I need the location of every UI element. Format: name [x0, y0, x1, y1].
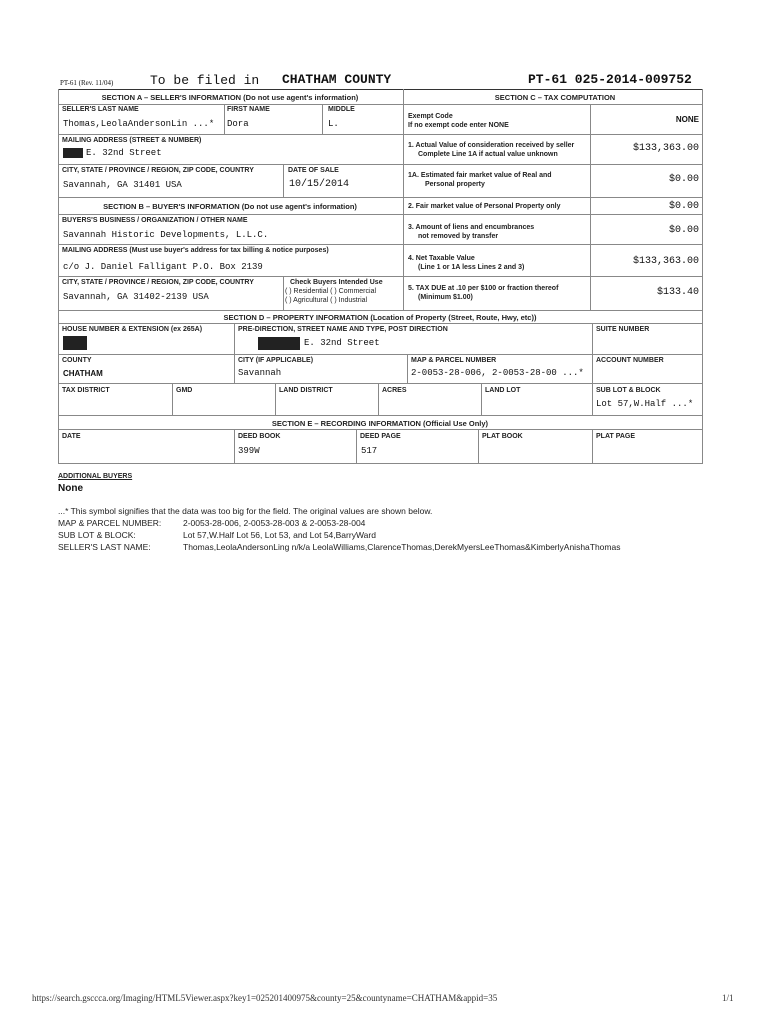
footer-page-number: 1/1	[722, 993, 734, 1003]
line4-value: $133,363.00	[632, 256, 699, 267]
line3-sub: not removed by transfer	[418, 233, 499, 240]
seller-first-name: Dora	[227, 119, 249, 129]
map-parcel-number: 2-0053-28-006, 2-0053-28-00 ...*	[411, 368, 584, 378]
seller-middle: L.	[328, 119, 339, 129]
buyer-city: Savannah, GA 31402-2139 USA	[63, 292, 209, 302]
note-map-label: MAP & PARCEL NUMBER:	[58, 518, 162, 528]
line4-sub: (Line 1 or 1A less Lines 2 and 3)	[418, 264, 525, 271]
county-title: CHATHAM COUNTY	[282, 72, 392, 87]
line1a-label: 1A. Estimated fair market value of Real and	[408, 172, 552, 179]
seller-first-name-label: FIRST NAME	[227, 106, 270, 113]
line1a-value: $0.00	[668, 174, 699, 185]
line4-label: 4. Net Taxable Value	[408, 255, 475, 262]
exempt-code-sub: If no exempt code enter NONE	[408, 122, 509, 129]
sub-lot-block-label: SUB LOT & BLOCK	[596, 387, 661, 394]
date-of-sale-label: DATE OF SALE	[288, 167, 339, 174]
deed-book-label: DEED BOOK	[238, 433, 281, 440]
line2-label: 2. Fair market value of Personal Property only	[408, 203, 561, 210]
county-label: COUNTY	[62, 357, 92, 364]
section-d-title: SECTION D – PROPERTY INFORMATION (Location of Property (Street, Route, Hwy, etc))	[223, 313, 537, 322]
gmd-label: GMD	[176, 387, 193, 394]
note-sublot-label: SUB LOT & BLOCK:	[58, 530, 136, 540]
line3-value: $0.00	[668, 225, 699, 236]
note-sublot-value: Lot 57,W.Half Lot 56, Lot 53, and Lot 54,BarryWard	[183, 530, 376, 540]
seller-city: Savannah, GA 31401 USA	[63, 180, 182, 190]
buyer-city-label: CITY, STATE / PROVINCE / REGION, ZIP CODE, COUNTRY	[62, 279, 254, 286]
deed-page-label: DEED PAGE	[360, 433, 401, 440]
sub-lot-block: Lot 57,W.Half ...*	[596, 399, 694, 409]
buyer-intended-use-agricultural-industrial[interactable]: ( ) Agricultural ( ) Industrial	[285, 297, 368, 304]
buyer-intended-use-label: Check Buyers Intended Use	[290, 279, 383, 286]
seller-last-name-label: SELLER'S LAST NAME	[62, 106, 139, 113]
line5-label: 5. TAX DUE at .10 per $100 or fraction thereof	[408, 285, 559, 292]
footer-url[interactable]: https://search.gsccca.org/Imaging/HTML5Viewer.aspx?key1=025201400975&county=25&countyname=CHATHAM&appid=35	[32, 993, 498, 1003]
section-a-title: SECTION A – SELLER'S INFORMATION (Do not use agent's information)	[101, 93, 359, 102]
additional-buyers-label: ADDITIONAL BUYERS	[58, 473, 133, 480]
line3-label: 3. Amount of liens and encumbrances	[408, 224, 535, 231]
line2-value: $0.00	[668, 201, 699, 212]
section-c-title: SECTION C – TAX COMPUTATION	[494, 93, 616, 102]
redacted-street-number	[258, 337, 300, 350]
buyer-mailing-label: MAILING ADDRESS (Must use buyer's address for tax billing & notice purposes)	[62, 247, 329, 254]
buyer-business: Savannah Historic Developments, L.L.C.	[63, 230, 269, 240]
seller-mailing: E. 32nd Street	[86, 148, 162, 158]
buyer-mailing: c/o J. Daniel Falligant P.O. Box 2139	[63, 262, 263, 272]
note-seller-label: SELLER'S LAST NAME:	[58, 542, 151, 552]
line1-value: $133,363.00	[632, 143, 699, 154]
tax-district-label: TAX DISTRICT	[62, 387, 110, 394]
plat-page-label: PLAT PAGE	[596, 433, 636, 440]
deed-book: 399W	[238, 446, 260, 456]
property-city: Savannah	[238, 368, 282, 378]
land-district-label: LAND DISTRICT	[279, 387, 333, 394]
section-e-title: SECTION E – RECORDING INFORMATION (Official Use Only)	[271, 419, 489, 428]
seller-last-name: Thomas,LeolaAndersonLin ...*	[63, 119, 215, 129]
line5-value: $133.40	[656, 287, 699, 298]
redacted-house-number	[63, 148, 83, 158]
note-seller-value: Thomas,LeolaAndersonLing n/k/a LeolaWilliams,ClarenceThomas,DerekMyersLeeThomas&KimberlyAnishaThomas	[183, 542, 621, 552]
note-map-value: 2-0053-28-006, 2-0053-28-003 & 2-0053-28-004	[183, 518, 366, 528]
plat-book-label: PLAT BOOK	[482, 433, 523, 440]
street-label: PRE-DIRECTION, STREET NAME AND TYPE, POST DIRECTION	[238, 326, 448, 333]
seller-mailing-label: MAILING ADDRESS (STREET & NUMBER)	[62, 137, 202, 144]
acres-label: ACRES	[382, 387, 407, 394]
exempt-code-label: Exempt Code	[408, 113, 453, 120]
property-county: CHATHAM	[63, 369, 103, 378]
land-lot-label: LAND LOT	[485, 387, 521, 394]
map-parcel-label: MAP & PARCEL NUMBER	[411, 357, 497, 364]
overflow-note: ...* This symbol signifies that the data was too big for the field. The original values are shown below.	[58, 506, 433, 516]
additional-buyers-value: None	[58, 483, 83, 494]
house-number-label: HOUSE NUMBER & EXTENSION (ex 265A)	[62, 326, 203, 333]
exempt-code-value: NONE	[675, 115, 699, 124]
line1-label: 1. Actual Value of consideration received by seller	[408, 142, 575, 149]
date-of-sale: 10/15/2014	[289, 179, 350, 190]
suite-number-label: SUITE NUMBER	[596, 326, 650, 333]
recording-date-label: DATE	[62, 433, 81, 440]
seller-middle-label: MIDDLE	[328, 106, 355, 113]
section-b-title: SECTION B – BUYER'S INFORMATION (Do not use agent's information)	[103, 202, 357, 211]
seller-city-label: CITY, STATE / PROVINCE / REGION, ZIP CODE, COUNTRY	[62, 167, 254, 174]
deed-page: 517	[361, 446, 378, 456]
redacted-house-number-property	[63, 336, 87, 350]
line5-sub: (Minimum $1.00)	[418, 294, 473, 301]
city-label: CITY (IF APPLICABLE)	[238, 357, 314, 364]
line1a-sub: Personal property	[425, 181, 485, 188]
property-street: E. 32nd Street	[304, 338, 380, 348]
buyer-business-label: BUYERS'S BUSINESS / ORGANIZATION / OTHER NAME	[62, 217, 248, 224]
form-id: PT-61 (Rev. 11/04)	[60, 79, 114, 87]
buyer-intended-use-residential-commercial[interactable]: ( ) Residential ( ) Commercial	[285, 288, 377, 295]
line1-sub: Complete Line 1A if actual value unknown	[418, 151, 558, 158]
account-number-label: ACCOUNT NUMBER	[596, 357, 664, 364]
pt-number: PT-61 025-2014-009752	[528, 72, 692, 87]
filed-in-label: To be filed in	[150, 73, 260, 88]
